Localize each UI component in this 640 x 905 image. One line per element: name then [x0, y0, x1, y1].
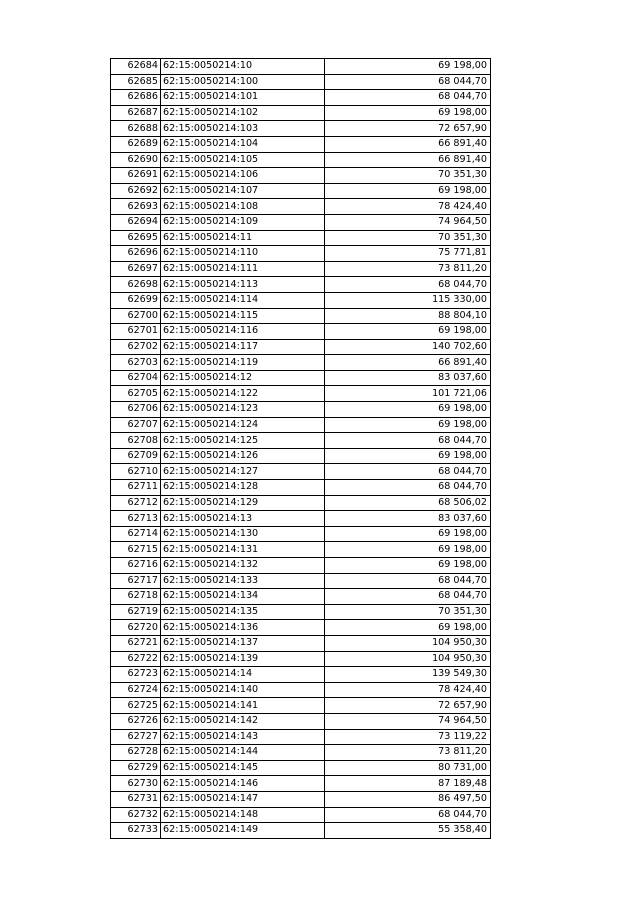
- cadastral-number-cell: 62:15:0050214:124: [161, 417, 325, 433]
- cadastral-number-cell: 62:15:0050214:123: [161, 402, 325, 418]
- row-number-cell: 62724: [111, 682, 161, 698]
- table-row: [111, 448, 491, 464]
- cadastral-value-cell: 74 964,50: [325, 214, 491, 230]
- table-row: [111, 90, 491, 106]
- row-number-cell: 62704: [111, 370, 161, 386]
- cadastral-value-cell: 68 044,70: [325, 433, 491, 449]
- table-row: [111, 433, 491, 449]
- cadastral-number-cell: 62:15:0050214:12: [161, 370, 325, 386]
- cadastral-number-cell: 62:15:0050214:133: [161, 573, 325, 589]
- table-row: [111, 526, 491, 542]
- cadastral-number-cell: 62:15:0050214:104: [161, 136, 325, 152]
- row-number-cell: 62728: [111, 745, 161, 761]
- table-row: [111, 807, 491, 823]
- cadastral-value-cell: 72 657,90: [325, 698, 491, 714]
- table-row: [111, 199, 491, 215]
- cadastral-number-cell: 62:15:0050214:137: [161, 635, 325, 651]
- cadastral-number-cell: 62:15:0050214:143: [161, 729, 325, 745]
- table-row: [111, 370, 491, 386]
- row-number-cell: 62703: [111, 355, 161, 371]
- table-row: [111, 308, 491, 324]
- table-row: [111, 339, 491, 355]
- cadastral-number-cell: 62:15:0050214:106: [161, 168, 325, 184]
- cadastral-number-cell: 62:15:0050214:146: [161, 776, 325, 792]
- row-number-cell: 62705: [111, 386, 161, 402]
- row-number-cell: 62694: [111, 214, 161, 230]
- cadastral-value-cell: 73 811,20: [325, 745, 491, 761]
- row-number-cell: 62720: [111, 620, 161, 636]
- cadastral-number-cell: 62:15:0050214:134: [161, 589, 325, 605]
- row-number-cell: 62684: [111, 59, 161, 75]
- cadastral-value-cell: 140 702,60: [325, 339, 491, 355]
- row-number-cell: 62692: [111, 183, 161, 199]
- row-number-cell: 62710: [111, 464, 161, 480]
- cadastral-number-cell: 62:15:0050214:113: [161, 277, 325, 293]
- cadastral-value-cell: 69 198,00: [325, 448, 491, 464]
- row-number-cell: 62719: [111, 604, 161, 620]
- cadastral-value-cell: 69 198,00: [325, 417, 491, 433]
- row-number-cell: 62730: [111, 776, 161, 792]
- cadastral-value-cell: 68 044,70: [325, 277, 491, 293]
- table-row: [111, 511, 491, 527]
- table-row: [111, 168, 491, 184]
- cadastral-value-cell: 69 198,00: [325, 183, 491, 199]
- cadastral-number-cell: 62:15:0050214:10: [161, 59, 325, 75]
- row-number-cell: 62697: [111, 261, 161, 277]
- cadastral-number-cell: 62:15:0050214:141: [161, 698, 325, 714]
- cadastral-number-cell: 62:15:0050214:108: [161, 199, 325, 215]
- cadastral-number-cell: 62:15:0050214:145: [161, 760, 325, 776]
- cadastral-value-cell: 70 351,30: [325, 604, 491, 620]
- cadastral-value-cell: 68 044,70: [325, 90, 491, 106]
- cadastral-number-cell: 62:15:0050214:130: [161, 526, 325, 542]
- row-number-cell: 62685: [111, 74, 161, 90]
- cadastral-value-cell: 74 964,50: [325, 713, 491, 729]
- cadastral-number-cell: 62:15:0050214:147: [161, 791, 325, 807]
- cadastral-number-cell: 62:15:0050214:100: [161, 74, 325, 90]
- cadastral-number-cell: 62:15:0050214:107: [161, 183, 325, 199]
- table-row: [111, 214, 491, 230]
- cadastral-number-cell: 62:15:0050214:127: [161, 464, 325, 480]
- table-body: [111, 59, 491, 839]
- cadastral-number-cell: 62:15:0050214:132: [161, 558, 325, 574]
- cadastral-value-cell: 66 891,40: [325, 136, 491, 152]
- cadastral-value-cell: 88 804,10: [325, 308, 491, 324]
- table-row: [111, 74, 491, 90]
- table-row: [111, 542, 491, 558]
- cadastral-value-cell: 104 950,30: [325, 651, 491, 667]
- cadastral-value-cell: 69 198,00: [325, 620, 491, 636]
- table-row: [111, 604, 491, 620]
- cadastral-number-cell: 62:15:0050214:119: [161, 355, 325, 371]
- cadastral-number-cell: 62:15:0050214:140: [161, 682, 325, 698]
- cadastral-value-cell: 73 811,20: [325, 261, 491, 277]
- table-row: [111, 760, 491, 776]
- cadastral-value-table: [110, 58, 491, 839]
- row-number-cell: 62706: [111, 402, 161, 418]
- table-row: [111, 713, 491, 729]
- cadastral-number-cell: 62:15:0050214:105: [161, 152, 325, 168]
- table-row: [111, 246, 491, 262]
- table-row: [111, 152, 491, 168]
- table-row: [111, 230, 491, 246]
- row-number-cell: 62709: [111, 448, 161, 464]
- cadastral-value-cell: 66 891,40: [325, 152, 491, 168]
- row-number-cell: 62696: [111, 246, 161, 262]
- cadastral-number-cell: 62:15:0050214:13: [161, 511, 325, 527]
- cadastral-value-cell: 70 351,30: [325, 168, 491, 184]
- row-number-cell: 62722: [111, 651, 161, 667]
- cadastral-value-cell: 78 424,40: [325, 199, 491, 215]
- cadastral-value-cell: 83 037,60: [325, 370, 491, 386]
- cadastral-number-cell: 62:15:0050214:14: [161, 667, 325, 683]
- table-row: [111, 324, 491, 340]
- cadastral-value-cell: 68 044,70: [325, 74, 491, 90]
- table-row: [111, 464, 491, 480]
- row-number-cell: 62701: [111, 324, 161, 340]
- table-row: [111, 589, 491, 605]
- table-row: [111, 573, 491, 589]
- cadastral-value-cell: 87 189,48: [325, 776, 491, 792]
- row-number-cell: 62715: [111, 542, 161, 558]
- cadastral-value-cell: 104 950,30: [325, 635, 491, 651]
- cadastral-value-cell: 66 891,40: [325, 355, 491, 371]
- cadastral-number-cell: 62:15:0050214:117: [161, 339, 325, 355]
- row-number-cell: 62695: [111, 230, 161, 246]
- row-number-cell: 62721: [111, 635, 161, 651]
- cadastral-number-cell: 62:15:0050214:11: [161, 230, 325, 246]
- table-row: [111, 261, 491, 277]
- cadastral-value-cell: 69 198,00: [325, 105, 491, 121]
- row-number-cell: 62726: [111, 713, 161, 729]
- cadastral-value-cell: 69 198,00: [325, 526, 491, 542]
- cadastral-number-cell: 62:15:0050214:131: [161, 542, 325, 558]
- row-number-cell: 62729: [111, 760, 161, 776]
- cadastral-number-cell: 62:15:0050214:110: [161, 246, 325, 262]
- cadastral-value-cell: 72 657,90: [325, 121, 491, 137]
- cadastral-number-cell: 62:15:0050214:142: [161, 713, 325, 729]
- table-row: [111, 402, 491, 418]
- table-row: [111, 105, 491, 121]
- cadastral-number-cell: 62:15:0050214:136: [161, 620, 325, 636]
- table-row: [111, 417, 491, 433]
- table-row: [111, 620, 491, 636]
- table-row: [111, 277, 491, 293]
- cadastral-value-cell: 55 358,40: [325, 823, 491, 839]
- table-row: [111, 355, 491, 371]
- cadastral-number-cell: 62:15:0050214:128: [161, 480, 325, 496]
- cadastral-number-cell: 62:15:0050214:139: [161, 651, 325, 667]
- cadastral-number-cell: 62:15:0050214:135: [161, 604, 325, 620]
- row-number-cell: 62713: [111, 511, 161, 527]
- row-number-cell: 62716: [111, 558, 161, 574]
- cadastral-value-cell: 69 198,00: [325, 402, 491, 418]
- table-row: [111, 682, 491, 698]
- row-number-cell: 62707: [111, 417, 161, 433]
- table-row: [111, 183, 491, 199]
- cadastral-value-cell: 78 424,40: [325, 682, 491, 698]
- table-row: [111, 729, 491, 745]
- cadastral-value-cell: 83 037,60: [325, 511, 491, 527]
- row-number-cell: 62723: [111, 667, 161, 683]
- cadastral-number-cell: 62:15:0050214:101: [161, 90, 325, 106]
- cadastral-value-cell: 70 351,30: [325, 230, 491, 246]
- cadastral-value-cell: 69 198,00: [325, 324, 491, 340]
- row-number-cell: 62725: [111, 698, 161, 714]
- table-row: [111, 136, 491, 152]
- cadastral-value-cell: 73 119,22: [325, 729, 491, 745]
- row-number-cell: 62702: [111, 339, 161, 355]
- cadastral-number-cell: 62:15:0050214:111: [161, 261, 325, 277]
- cadastral-value-cell: 68 044,70: [325, 589, 491, 605]
- table-row: [111, 386, 491, 402]
- table-row: [111, 745, 491, 761]
- cadastral-value-cell: 69 198,00: [325, 542, 491, 558]
- row-number-cell: 62687: [111, 105, 161, 121]
- cadastral-number-cell: 62:15:0050214:122: [161, 386, 325, 402]
- cadastral-number-cell: 62:15:0050214:129: [161, 495, 325, 511]
- cadastral-value-cell: 115 330,00: [325, 292, 491, 308]
- cadastral-number-cell: 62:15:0050214:102: [161, 105, 325, 121]
- row-number-cell: 62712: [111, 495, 161, 511]
- table-row: [111, 480, 491, 496]
- cadastral-value-cell: 69 198,00: [325, 59, 491, 75]
- row-number-cell: 62688: [111, 121, 161, 137]
- row-number-cell: 62689: [111, 136, 161, 152]
- row-number-cell: 62711: [111, 480, 161, 496]
- cadastral-value-cell: 68 044,70: [325, 807, 491, 823]
- cadastral-number-cell: 62:15:0050214:114: [161, 292, 325, 308]
- row-number-cell: 62731: [111, 791, 161, 807]
- table-row: [111, 791, 491, 807]
- cadastral-value-cell: 68 044,70: [325, 464, 491, 480]
- table-row: [111, 698, 491, 714]
- row-number-cell: 62733: [111, 823, 161, 839]
- table-row: [111, 121, 491, 137]
- table-row: [111, 495, 491, 511]
- row-number-cell: 62690: [111, 152, 161, 168]
- table-row: [111, 823, 491, 839]
- cadastral-value-cell: 139 549,30: [325, 667, 491, 683]
- row-number-cell: 62700: [111, 308, 161, 324]
- cadastral-number-cell: 62:15:0050214:116: [161, 324, 325, 340]
- table-row: [111, 651, 491, 667]
- row-number-cell: 62691: [111, 168, 161, 184]
- cadastral-value-cell: 101 721,06: [325, 386, 491, 402]
- cadastral-value-cell: 75 771,81: [325, 246, 491, 262]
- row-number-cell: 62732: [111, 807, 161, 823]
- row-number-cell: 62718: [111, 589, 161, 605]
- cadastral-number-cell: 62:15:0050214:126: [161, 448, 325, 464]
- table-row: [111, 292, 491, 308]
- cadastral-number-cell: 62:15:0050214:148: [161, 807, 325, 823]
- cadastral-value-cell: 68 044,70: [325, 480, 491, 496]
- table-row: [111, 59, 491, 75]
- row-number-cell: 62727: [111, 729, 161, 745]
- table-row: [111, 558, 491, 574]
- cadastral-number-cell: 62:15:0050214:149: [161, 823, 325, 839]
- row-number-cell: 62693: [111, 199, 161, 215]
- cadastral-number-cell: 62:15:0050214:125: [161, 433, 325, 449]
- row-number-cell: 62714: [111, 526, 161, 542]
- table-row: [111, 776, 491, 792]
- table-row: [111, 667, 491, 683]
- cadastral-number-cell: 62:15:0050214:109: [161, 214, 325, 230]
- cadastral-number-cell: 62:15:0050214:115: [161, 308, 325, 324]
- row-number-cell: 62686: [111, 90, 161, 106]
- cadastral-value-cell: 86 497,50: [325, 791, 491, 807]
- cadastral-value-cell: 68 506,02: [325, 495, 491, 511]
- row-number-cell: 62699: [111, 292, 161, 308]
- cadastral-number-cell: 62:15:0050214:103: [161, 121, 325, 137]
- row-number-cell: 62717: [111, 573, 161, 589]
- row-number-cell: 62708: [111, 433, 161, 449]
- cadastral-value-cell: 80 731,00: [325, 760, 491, 776]
- cadastral-value-cell: 69 198,00: [325, 558, 491, 574]
- cadastral-number-cell: 62:15:0050214:144: [161, 745, 325, 761]
- table-row: [111, 635, 491, 651]
- cadastral-value-cell: 68 044,70: [325, 573, 491, 589]
- row-number-cell: 62698: [111, 277, 161, 293]
